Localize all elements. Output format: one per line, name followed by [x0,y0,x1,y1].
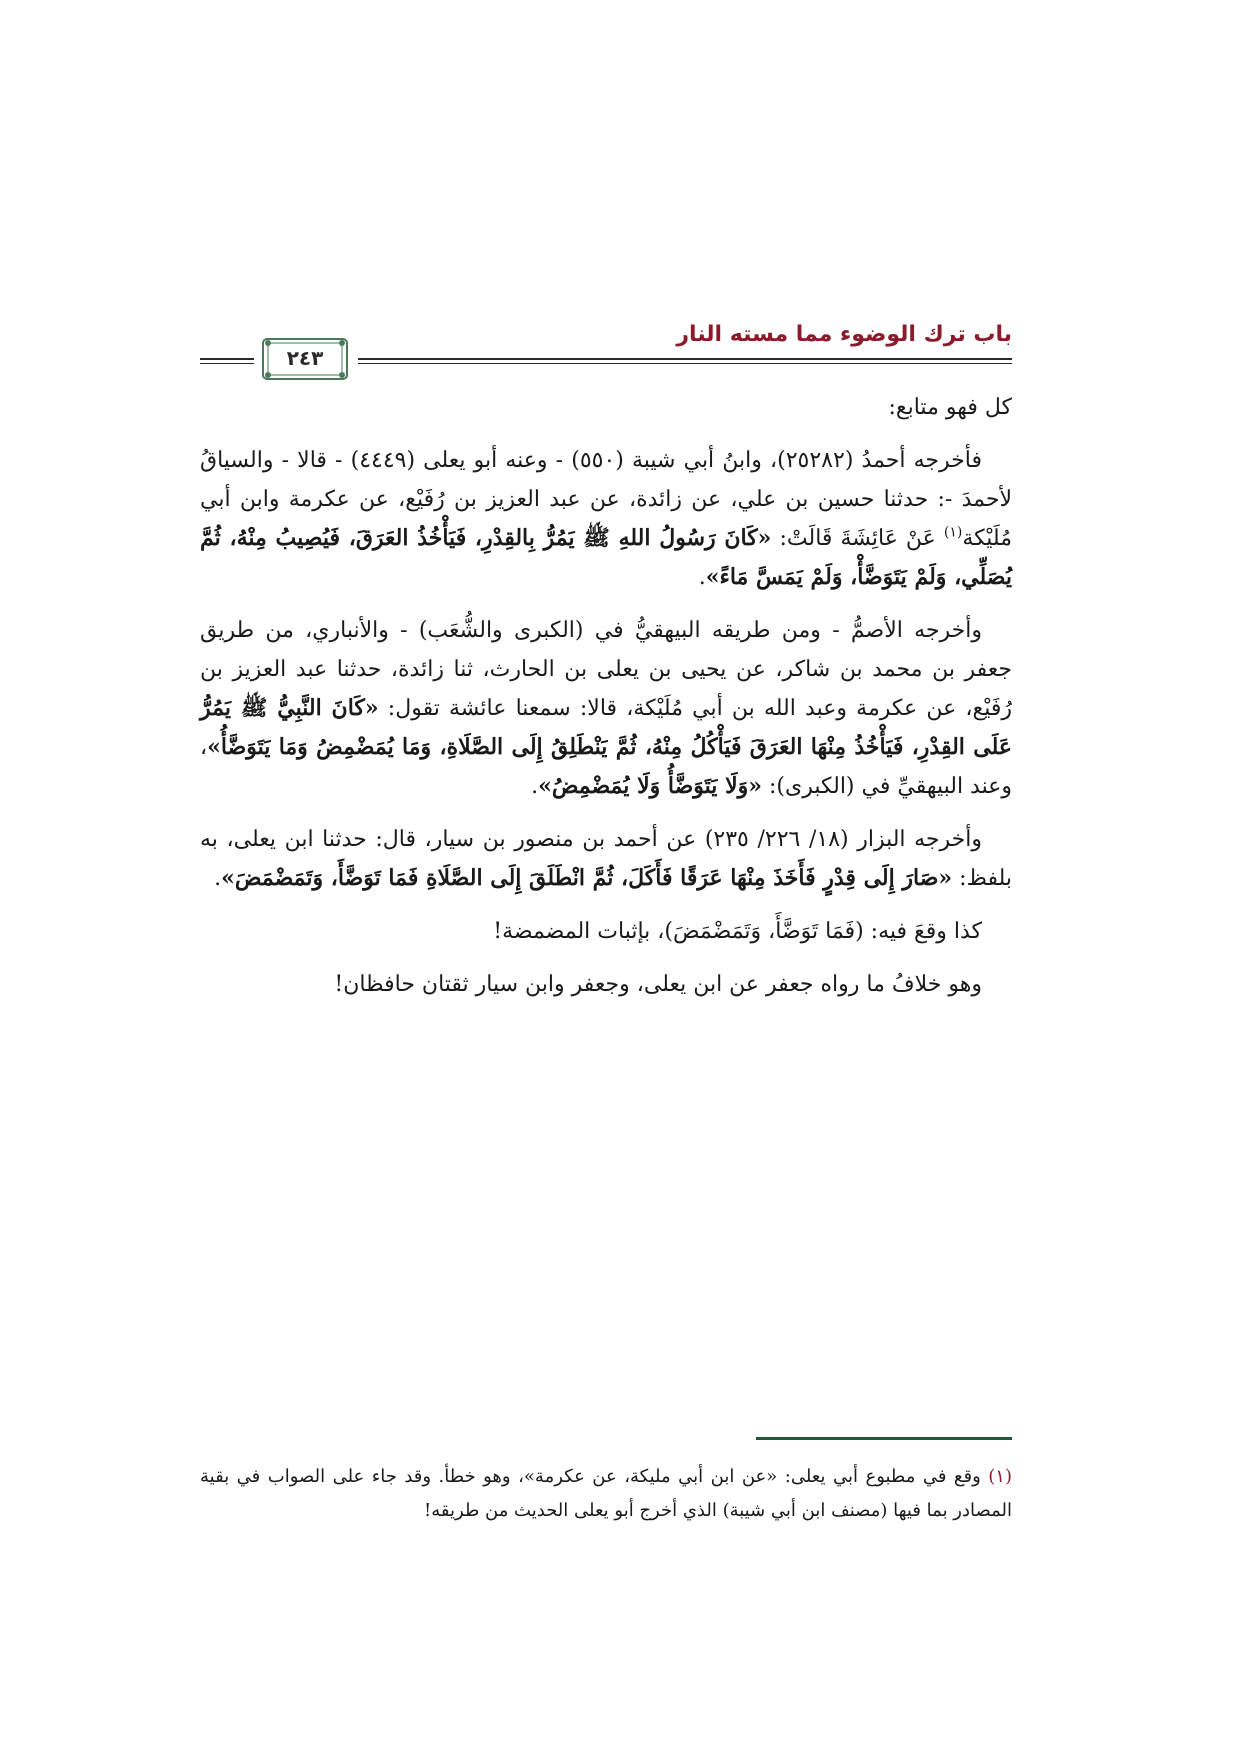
paragraph-5-text: كذا وقعَ فيه: (فَمَا تَوَضَّأَ، وَتَمَضْمَضَ)، بإثبات المضمضة! [493,919,982,944]
hadith-quote: «كَانَ النَّبِيُّ ﷺ يَمُرُّ عَلَى القِدْرِ، فَيَأْخُذُ مِنْهَا العَرَقَ فَيَأْكُلُ مِنْهُ، ثُمَّ يَنْطَلِقُ إِلَى الصَّلَاةِ، وَمَا يُمَضْمِضُ وَمَا يَتَوَضَّأُ» [200,695,1012,760]
hadith-quote: «وَلَا يَتَوَضَّأُ وَلَا يُمَضْمِضُ» [538,773,762,799]
footnote-separator [756,1437,1012,1440]
header-rule-left-thin [200,363,254,364]
paragraph-2-text-b: عَنْ عَائِشَةَ قَالَتْ: [771,526,944,551]
page-number-frame [260,336,350,382]
hadith-quote: «صَارَ إِلَى قِدْرٍ فَأَخَذَ مِنْهَا عَرَقًا فَأَكَلَ، ثُمَّ انْطَلَقَ إِلَى الصَّلَاةِ فَمَا تَوَضَّأَ، وَتَمَضْمَضَ» [221,865,953,891]
paragraph-2 [200,441,1012,597]
paragraph-3-text-b: ، وعند البيهقيِّ في (الكبرى): [200,735,1012,799]
footnote-text: وقع في مطبوع أبي يعلى: «عن ابن أبي مليكة، عن عكرمة»، وهو خطأ. وقد جاء على الصواب في بقية المصادر بما فيها (مصنف ابن أبي شيبة) الذي أخرج أبو يعلى الحديث من طريقه! [200,1466,1012,1521]
footnote-reference[interactable]: (١) [943,524,963,541]
header-rule-right-thin [358,363,1012,364]
paragraph-6-text: وهو خلافُ ما رواه جعفر عن ابن يعلى، وجعفر وابن سيار ثقتان حافظان! [334,972,982,997]
footnote-number: (١) [988,1466,1012,1487]
header-rule-left [200,358,254,360]
paragraph-5 [200,912,1012,951]
page-body [200,388,1012,1018]
paragraph-6 [200,965,1012,1004]
footnote [200,1460,1012,1528]
paragraph-2-text: فأخرجه أحمدُ (٢٥٢٨٢)، وابنُ أبي شيبة (٥٥٠) - وعنه أبو يعلى (٤٤٤٩) - قالا - والسياقُ لأحمدَ -: حدثنا حسين بن علي، عن زائدة، عن عبد العزيز بن رُفَيْع، عن عكرمة وابن أبي مُلَيْكة [200,448,1012,551]
paragraph-4 [200,820,1012,898]
hadith-quote: «كَانَ رَسُولُ اللهِ ﷺ يَمُرُّ بِالقِدْرِ، فَيَأْخُذُ العَرَقَ، فَيُصِيبُ مِنْهُ، ثُمَّ يُصَلِّي، وَلَمْ يَتَوَضَّأْ، وَلَمْ يَمَسَّ مَاءً» [200,525,1012,590]
paragraph-3-end: . [531,774,539,799]
paragraph-4-text: وأخرجه البزار (١٨/ ٢٢٦/ ٢٣٥) عن أحمد بن منصور بن سيار، قال: حدثنا ابن يعلى، به بلفظ: [200,827,1012,891]
paragraph-4-end: . [214,866,222,891]
paragraph-1-text: كل فهو متابع: [888,395,1012,420]
paragraph-3 [200,611,1012,806]
paragraph-3-text: وأخرجه الأصمُّ - ومن طريقه البيهقيُّ في (الكبرى والشُّعَب) - والأنباري، من طريق جعفر بن محمد بن شاكر، عن يحيى بن يعلى بن الحارث، ثنا زائدة، حدثنا عبد العزيز بن رُفَيْع، عن عكرمة وعبد الله بن أبي مُلَيْكة، قالا: سمعنا عائشة تقول: [200,618,1012,721]
paragraph-1 [200,388,1012,427]
header-rule-right [358,358,1012,360]
paragraph-2-end: . [698,565,706,590]
page-number: ٢٤٣ [286,346,324,370]
page-header [200,318,1012,378]
chapter-title: باب ترك الوضوء مما مسته النار [676,322,1012,347]
